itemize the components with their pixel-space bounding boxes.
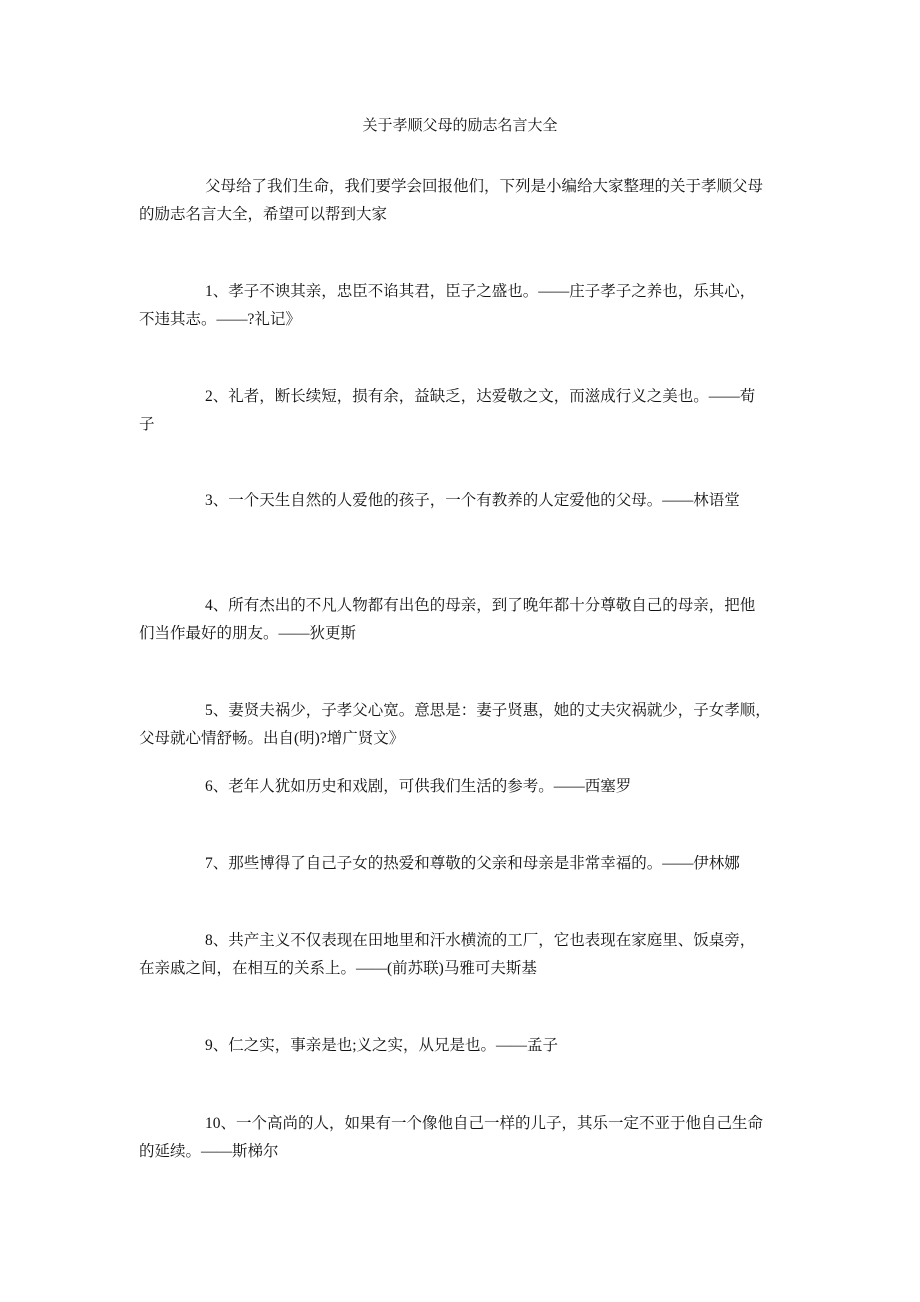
quote-paragraph (139, 592, 794, 648)
paragraph-line: 2、礼者，断长续短，损有余，益缺乏，达爱敬之文，而滋成行义之美也。——荀 (205, 388, 756, 405)
paragraph-line: 5、妻贤夫祸少，子孝父心宽。意思是：妻子贤惠，她的丈夫灾祸就少，子女孝顺， (205, 702, 771, 719)
paragraph-line: 4、所有杰出的不凡人物都有出色的母亲，到了晚年都十分尊敬自己的母亲，把他 (205, 597, 756, 614)
paragraph-line: 子 (139, 416, 155, 433)
paragraph-line: 的延续。——斯梯尔 (139, 1143, 279, 1160)
quote-paragraph (139, 773, 794, 801)
quote-paragraph (139, 850, 794, 878)
paragraph-line: 10、一个高尚的人，如果有一个像他自己一样的儿子，其乐一定不亚于他自己生命 (205, 1115, 764, 1132)
paragraph-line: 9、仁之实，事亲是也;义之实，从兄是也。——孟子 (205, 1037, 559, 1054)
quote-paragraph (139, 697, 794, 753)
paragraph-line: 的励志名言大全，希望可以帮到大家 (139, 206, 388, 223)
quote-paragraph (139, 1032, 794, 1060)
paragraph-line: 7、那些博得了自己子女的热爱和尊敬的父亲和母亲是非常幸福的。——伊林娜 (205, 855, 740, 872)
quote-paragraph (139, 487, 794, 515)
paragraph-line: 不违其志。——?礼记》 (139, 311, 301, 328)
quote-paragraph (139, 927, 794, 983)
paragraph-line: 父母给了我们生命，我们要学会回报他们，下列是小编给大家整理的关于孝顺父母 (205, 178, 764, 195)
paragraph-line: 8、共产主义不仅表现在田地里和汗水横流的工厂，它也表现在家庭里、饭桌旁， (205, 932, 756, 949)
quote-paragraph (139, 278, 794, 334)
quote-paragraph (139, 383, 794, 439)
document-title: 关于孝顺父母的励志名言大全 (362, 118, 558, 134)
paragraph-line: 3、一个天生自然的人爱他的孩子，一个有教养的人定爱他的父母。——林语堂 (205, 492, 740, 509)
paragraph-line: 父母就心情舒畅。出自(明)?增广贤文》 (139, 730, 405, 747)
quote-paragraph (139, 1110, 794, 1166)
paragraph-line: 在亲戚之间，在相互的关系上。——(前苏联)马雅可夫斯基 (139, 960, 537, 977)
paragraph-line: 们当作最好的朋友。——狄更斯 (139, 625, 357, 642)
paragraph-line: 6、老年人犹如历史和戏剧，可供我们生活的参考。——西塞罗 (205, 778, 632, 795)
intro-paragraph (139, 173, 794, 229)
paragraph-line: 1、孝子不谀其亲，忠臣不谄其君，臣子之盛也。——庄子孝子之养也，乐其心， (205, 283, 756, 300)
